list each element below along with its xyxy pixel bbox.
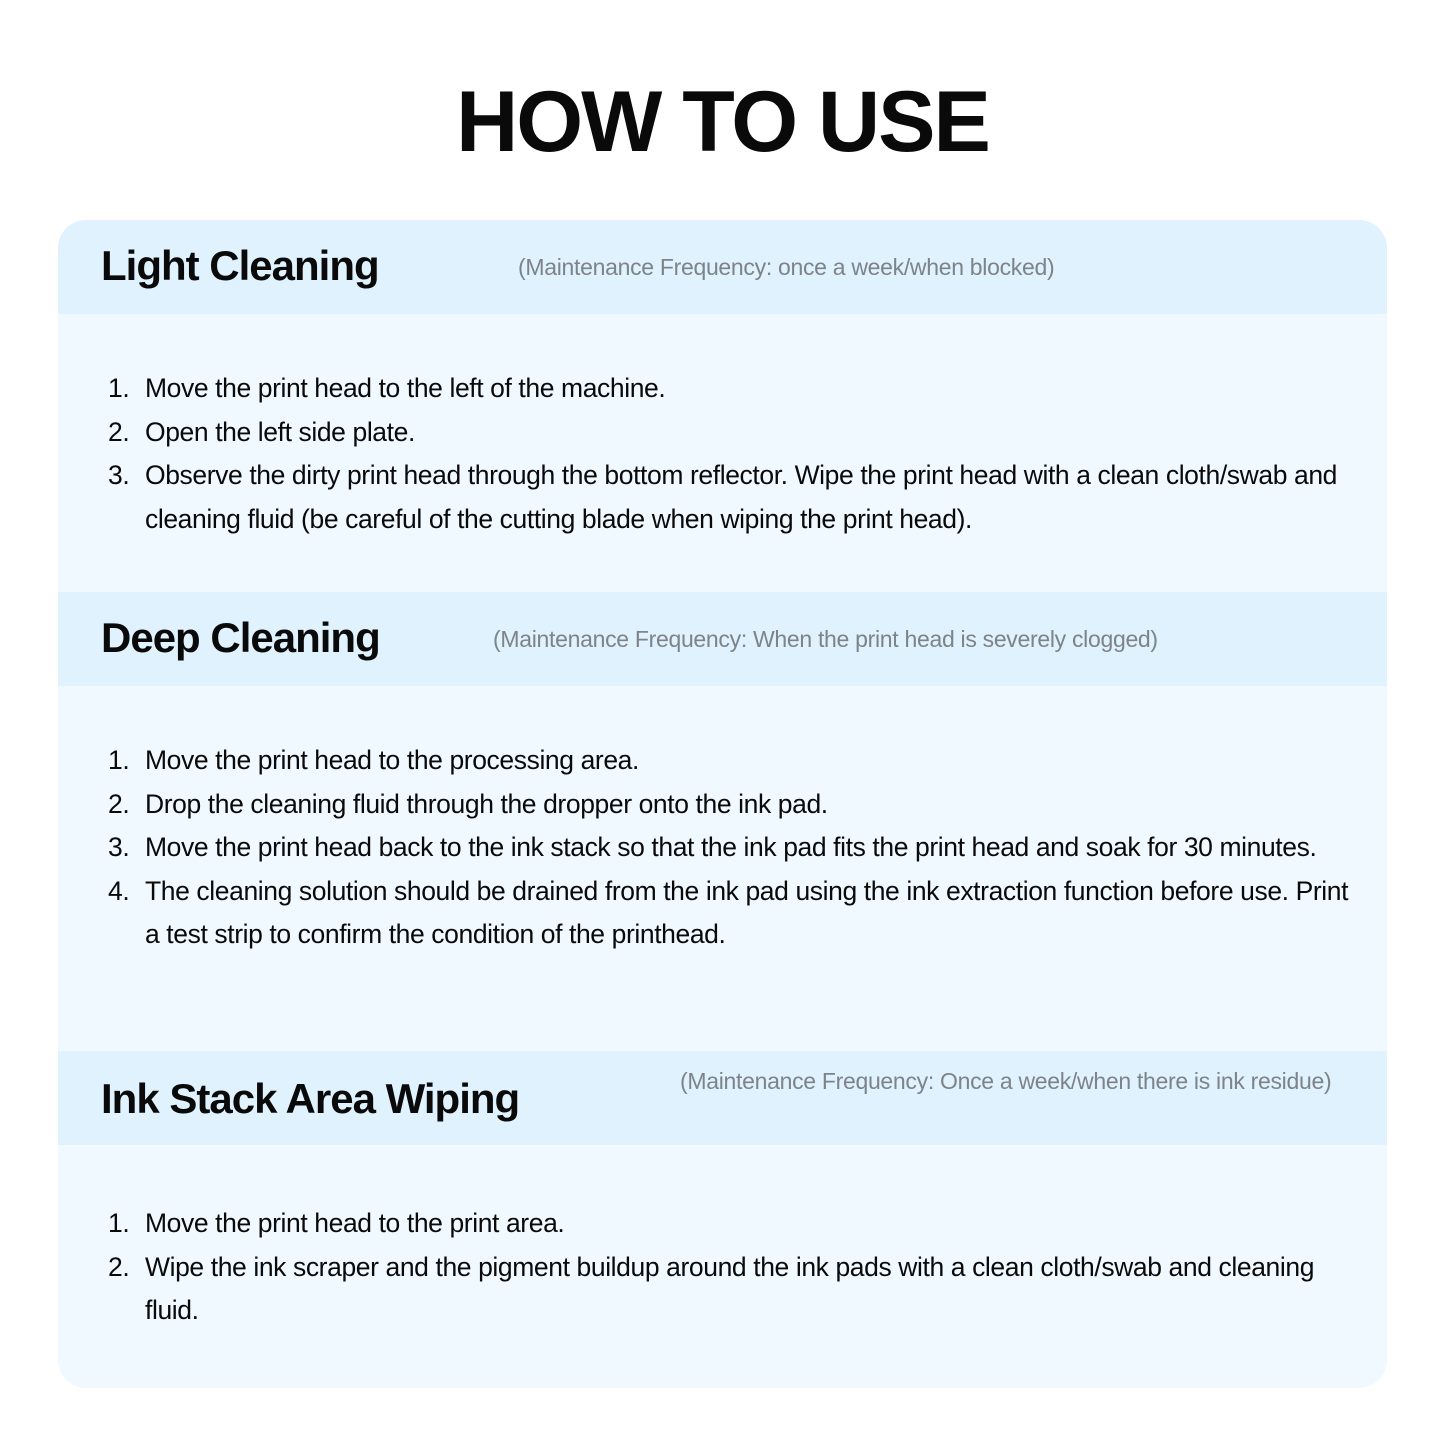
maintenance-frequency: (Maintenance Frequency: Once a week/when there is ink residue) [680, 1068, 1332, 1094]
section-header-deep-cleaning [58, 592, 1387, 686]
list-item [108, 739, 1358, 783]
maintenance-frequency: (Maintenance Frequency: When the print head is severely clogged) [493, 626, 1158, 652]
steps-list-light-cleaning [108, 367, 1358, 541]
step-number: 2. [108, 1251, 130, 1282]
step-text: Move the print head back to the ink stack so that the ink pad fits the print head and soak for 30 minutes. [145, 832, 1317, 862]
step-number: 1. [108, 373, 130, 403]
instructions-card [58, 220, 1387, 1388]
step-text: Move the print head to the left of the machine. [145, 373, 666, 403]
list-item [108, 454, 1358, 541]
step-text: Move the print head to the processing area. [145, 745, 639, 775]
section-title: Light Cleaning [101, 242, 379, 289]
step-text: Observe the dirty print head through the bottom reflector. Wipe the print head with a clean cloth/swab and cleaning fluid (be careful of the cutting blade when wiping the print head). [145, 460, 1338, 534]
list-item [108, 870, 1358, 957]
list-item [108, 826, 1358, 870]
list-item [108, 1202, 1358, 1246]
step-number: 3. [108, 460, 130, 490]
section-title: Deep Cleaning [101, 614, 380, 661]
steps-list-deep-cleaning [108, 739, 1358, 957]
page-title: HOW TO USE [456, 74, 989, 170]
step-number: 2. [108, 416, 130, 447]
maintenance-frequency: (Maintenance Frequency: once a week/when blocked) [518, 254, 1055, 280]
step-number: 4. [108, 875, 130, 906]
steps-list-ink-stack-wiping [108, 1202, 1358, 1333]
list-item [108, 411, 1358, 455]
step-text: Wipe the ink scraper and the pigment buildup around the ink pads with a clean cloth/swab and cleaning fluid. [145, 1251, 1315, 1325]
step-text: The cleaning solution should be drained from the ink pad using the ink extraction function before use. Print a test strip to confirm the condition of the printhead. [145, 875, 1349, 949]
step-number: 2. [108, 788, 130, 819]
list-item [108, 1246, 1358, 1333]
section-header-ink-stack-wiping [58, 1051, 1387, 1145]
section-title: Ink Stack Area Wiping [101, 1075, 520, 1122]
step-number: 1. [108, 1208, 130, 1238]
step-number: 3. [108, 832, 130, 862]
step-text: Drop the cleaning fluid through the dropper onto the ink pad. [145, 788, 828, 819]
step-text: Open the left side plate. [145, 416, 415, 447]
step-number: 1. [108, 745, 130, 775]
step-text: Move the print head to the print area. [145, 1208, 565, 1238]
section-header-light-cleaning [58, 220, 1387, 314]
list-item [108, 367, 1358, 411]
list-item [108, 783, 1358, 827]
